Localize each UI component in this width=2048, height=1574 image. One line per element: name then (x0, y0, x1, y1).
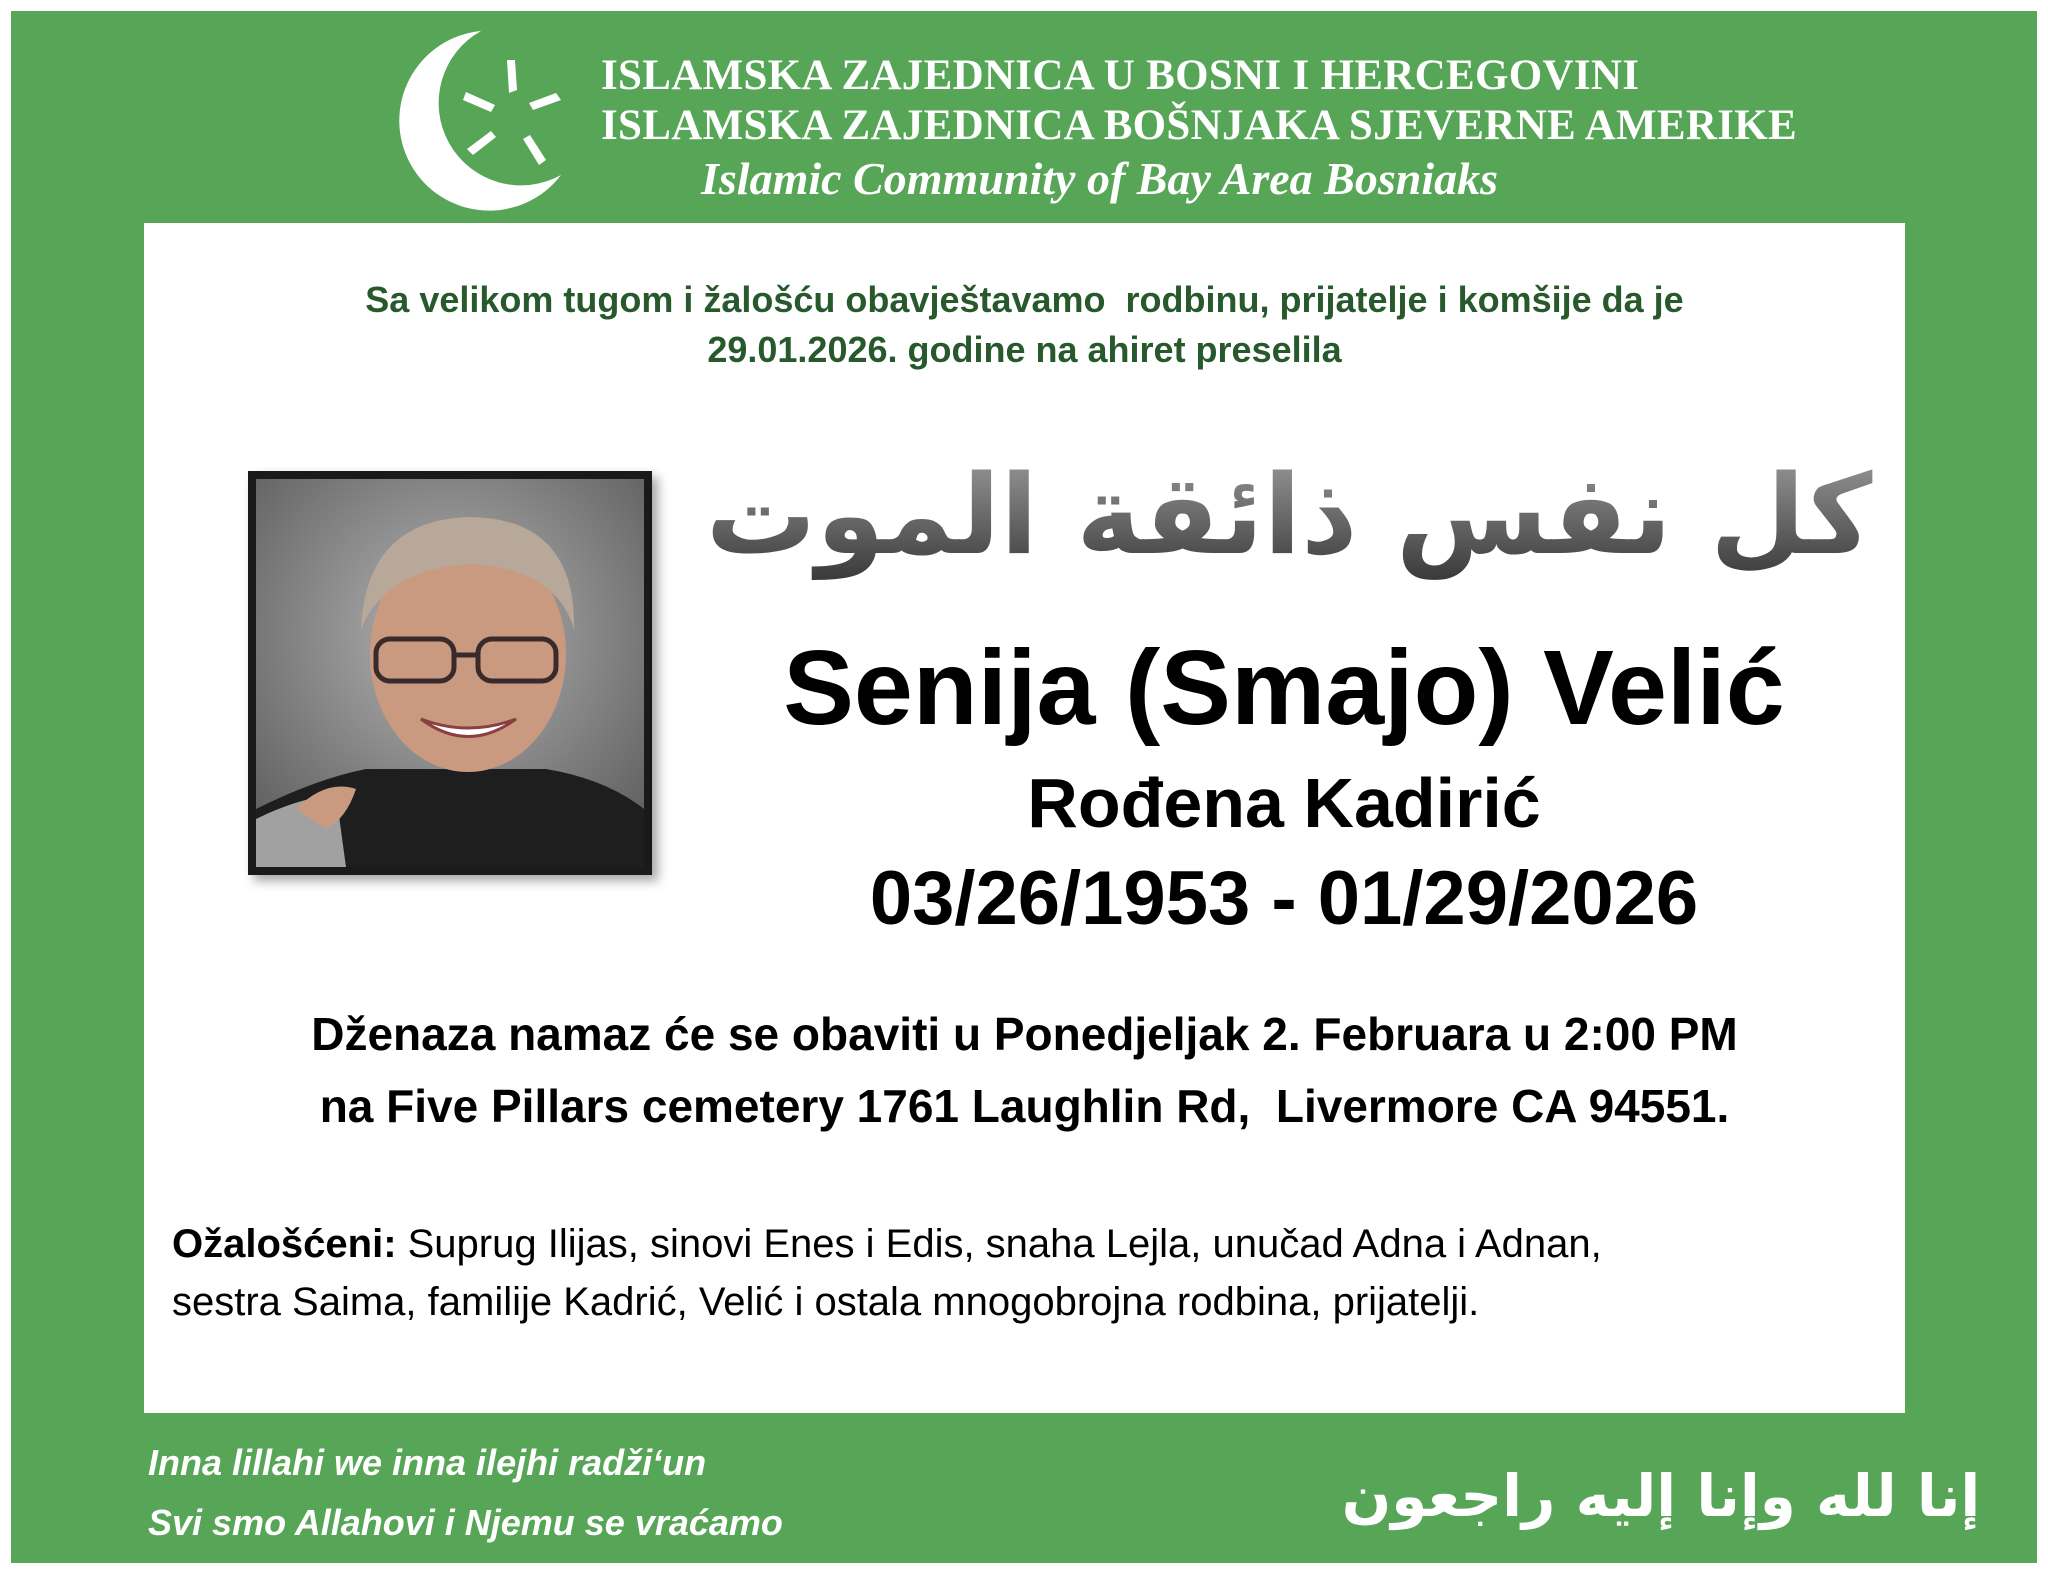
footer-line-2: Svi smo Allahovi i Njemu se vraćamo (148, 1502, 783, 1543)
arabic-calligraphy-top (705, 418, 1873, 618)
funeral-service-info (144, 998, 1905, 1142)
org-name-north-america: ISLAMSKA ZAJEDNICA BOŠNJAKA SJEVERNE AMERIKE (601, 102, 1797, 149)
arabic-calligraphy-bottom (1341, 1431, 1981, 1551)
notice-frame (11, 11, 2037, 1563)
intro-text (144, 275, 1905, 375)
org-name-bay-area: Islamic Community of Bay Area Bosniaks (701, 153, 1499, 204)
service-line-2: na Five Pillars cemetery 1761 Laughlin Rd, Livermore CA 94551. (319, 1080, 1730, 1132)
crescent-star-logo (376, 25, 576, 210)
service-line-1: Dženaza namaz će se obaviti u Ponedjeljak 2. Februara u 2:00 PM (311, 1008, 1738, 1060)
mourners-label: Ožalošćeni: (172, 1222, 397, 1266)
footer-text (148, 1433, 783, 1553)
deceased-info (664, 623, 1904, 947)
notice-panel (144, 223, 1905, 1413)
life-dates: 03/26/1953 - 01/29/2026 (869, 856, 1699, 941)
intro-line-1: Sa velikom tugom i žalošću obavještavamo rodbinu, prijatelje i komšije da je (365, 279, 1684, 320)
organization-header (601, 51, 1801, 207)
footer-line-1: Inna lillahi we inna ilejhi radži‘un (148, 1442, 707, 1483)
arabic-calligraphy-top-text: كل نفس ذائقة الموت (705, 451, 1873, 579)
deceased-name: Senija (Smajo) Velić (783, 629, 1785, 747)
mourners-line-2: sestra Saima, familije Kadrić, Velić i ostala mnogobrojna rodbina, prijatelji. (172, 1280, 1480, 1324)
deceased-photo (248, 471, 652, 875)
org-name-bih: ISLAMSKA ZAJEDNICA U BOSNI I HERCEGOVINI (601, 52, 1640, 99)
mourners-line-1: Suprug Ilijas, sinovi Enes i Edis, snaha Lejla, unučad Adna i Adnan, (396, 1222, 1602, 1266)
intro-line-2: 29.01.2026. godine na ahiret preselila (707, 329, 1342, 370)
mourners-list (172, 1215, 1892, 1331)
maiden-name: Rođena Kadirić (1027, 764, 1541, 842)
arabic-calligraphy-bottom-text: إنا لله وإنا إليه راجعون (1341, 1462, 1981, 1530)
portrait-image (256, 479, 644, 867)
